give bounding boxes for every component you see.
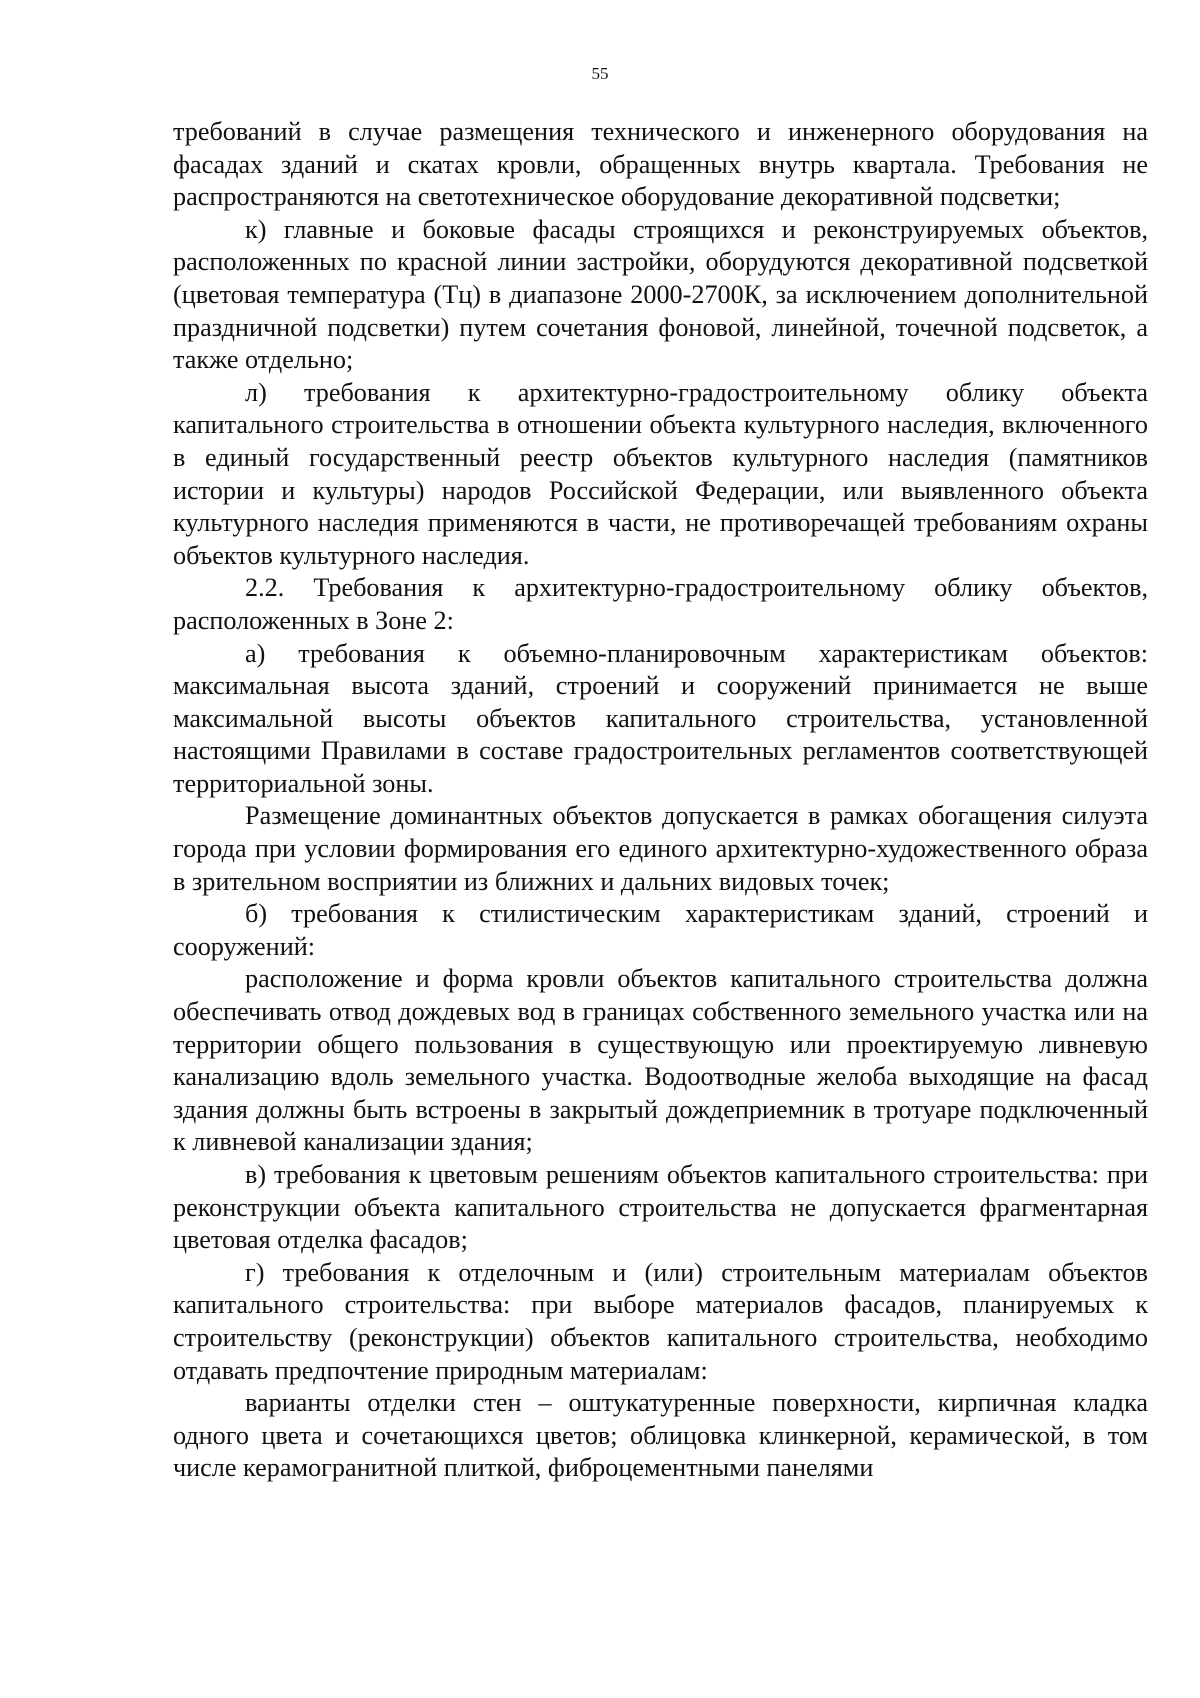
paragraph: расположение и форма кровли объектов капитального строительства должна обеспечивать отвод дождевых вод в границах собственного земельного участка или на территории общего пользования в существующую или проектируемую ливневую канализацию вдоль земельного участка. Водоотводные желоба выходящие на фасад здания должны быть встроены в закрытый дождеприемник в тротуаре подключенный к ливневой канализации здания; — [173, 964, 1148, 1157]
page-number: 55 — [591, 64, 609, 83]
section-heading-paragraph: 2.2. Требования к архитектурно-градостроительному облику объектов, расположенных в Зоне 2: — [173, 573, 1148, 635]
paragraph: а) требования к объемно-планировочным характеристикам объектов: максимальная высота зданий, строений и сооружений принимается не выше максимальной высоты объектов капитального строительства, установленной настоящими Правилами в составе градостроительных регламентов соответствующей территориальной зоны. — [173, 638, 1148, 798]
paragraph: г) требования к отделочным и (или) строительным материалам объектов капитального строительства: при выборе материалов фасадов, планируемых к строительству (реконструкции) объектов капитального строительства, необходимо отдавать предпочтение природным материалам: — [173, 1257, 1148, 1385]
document-body — [173, 116, 1148, 1485]
paragraph: требований в случае размещения технического и инженерного оборудования на фасадах зданий и скатах кровли, обращенных внутрь квартала. Требования не распространяются на светотехническое оборудование декоративной подсветки; — [173, 117, 1148, 212]
paragraph: л) требования к архитектурно-градостроительному облику объекта капитального строительства в отношении объекта культурного наследия, включенного в единый государственный реестр объектов культурного наследия (памятников истории и культуры) народов Российской Федерации, или выявленного объекта культурного наследия применяются в части, не противоречащей требованиям охраны объектов культурного наследия. — [173, 377, 1148, 570]
paragraph: Размещение доминантных объектов допускается в рамках обогащения силуэта города при условии формирования его единого архитектурно-художественного образа в зрительном восприятии из ближних и дальних видовых точек; — [173, 801, 1148, 896]
paragraph: в) требования к цветовым решениям объектов капитального строительства: при реконструкции объекта капитального строительства не допускается фрагментарная цветовая отделка фасадов; — [173, 1160, 1148, 1255]
paragraph: к) главные и боковые фасады строящихся и реконструируемых объектов, расположенных по красной линии застройки, оборудуются декоративной подсветкой (цветовая температура (Тц) в диапазоне 2000-2700К, за исключением дополнительной праздничной подсветки) путем сочетания фоновой, линейной, точечной подсветок, а также отдельно; — [173, 214, 1148, 375]
paragraph: б) требования к стилистическим характеристикам зданий, строений и сооружений: — [173, 899, 1148, 961]
paragraph: варианты отделки стен – оштукатуренные поверхности, кирпичная кладка одного цвета и сочетающихся цветов; облицовка клинкерной, керамической, в том числе керамогранитной плиткой, фиброцементными панелями — [173, 1388, 1148, 1483]
